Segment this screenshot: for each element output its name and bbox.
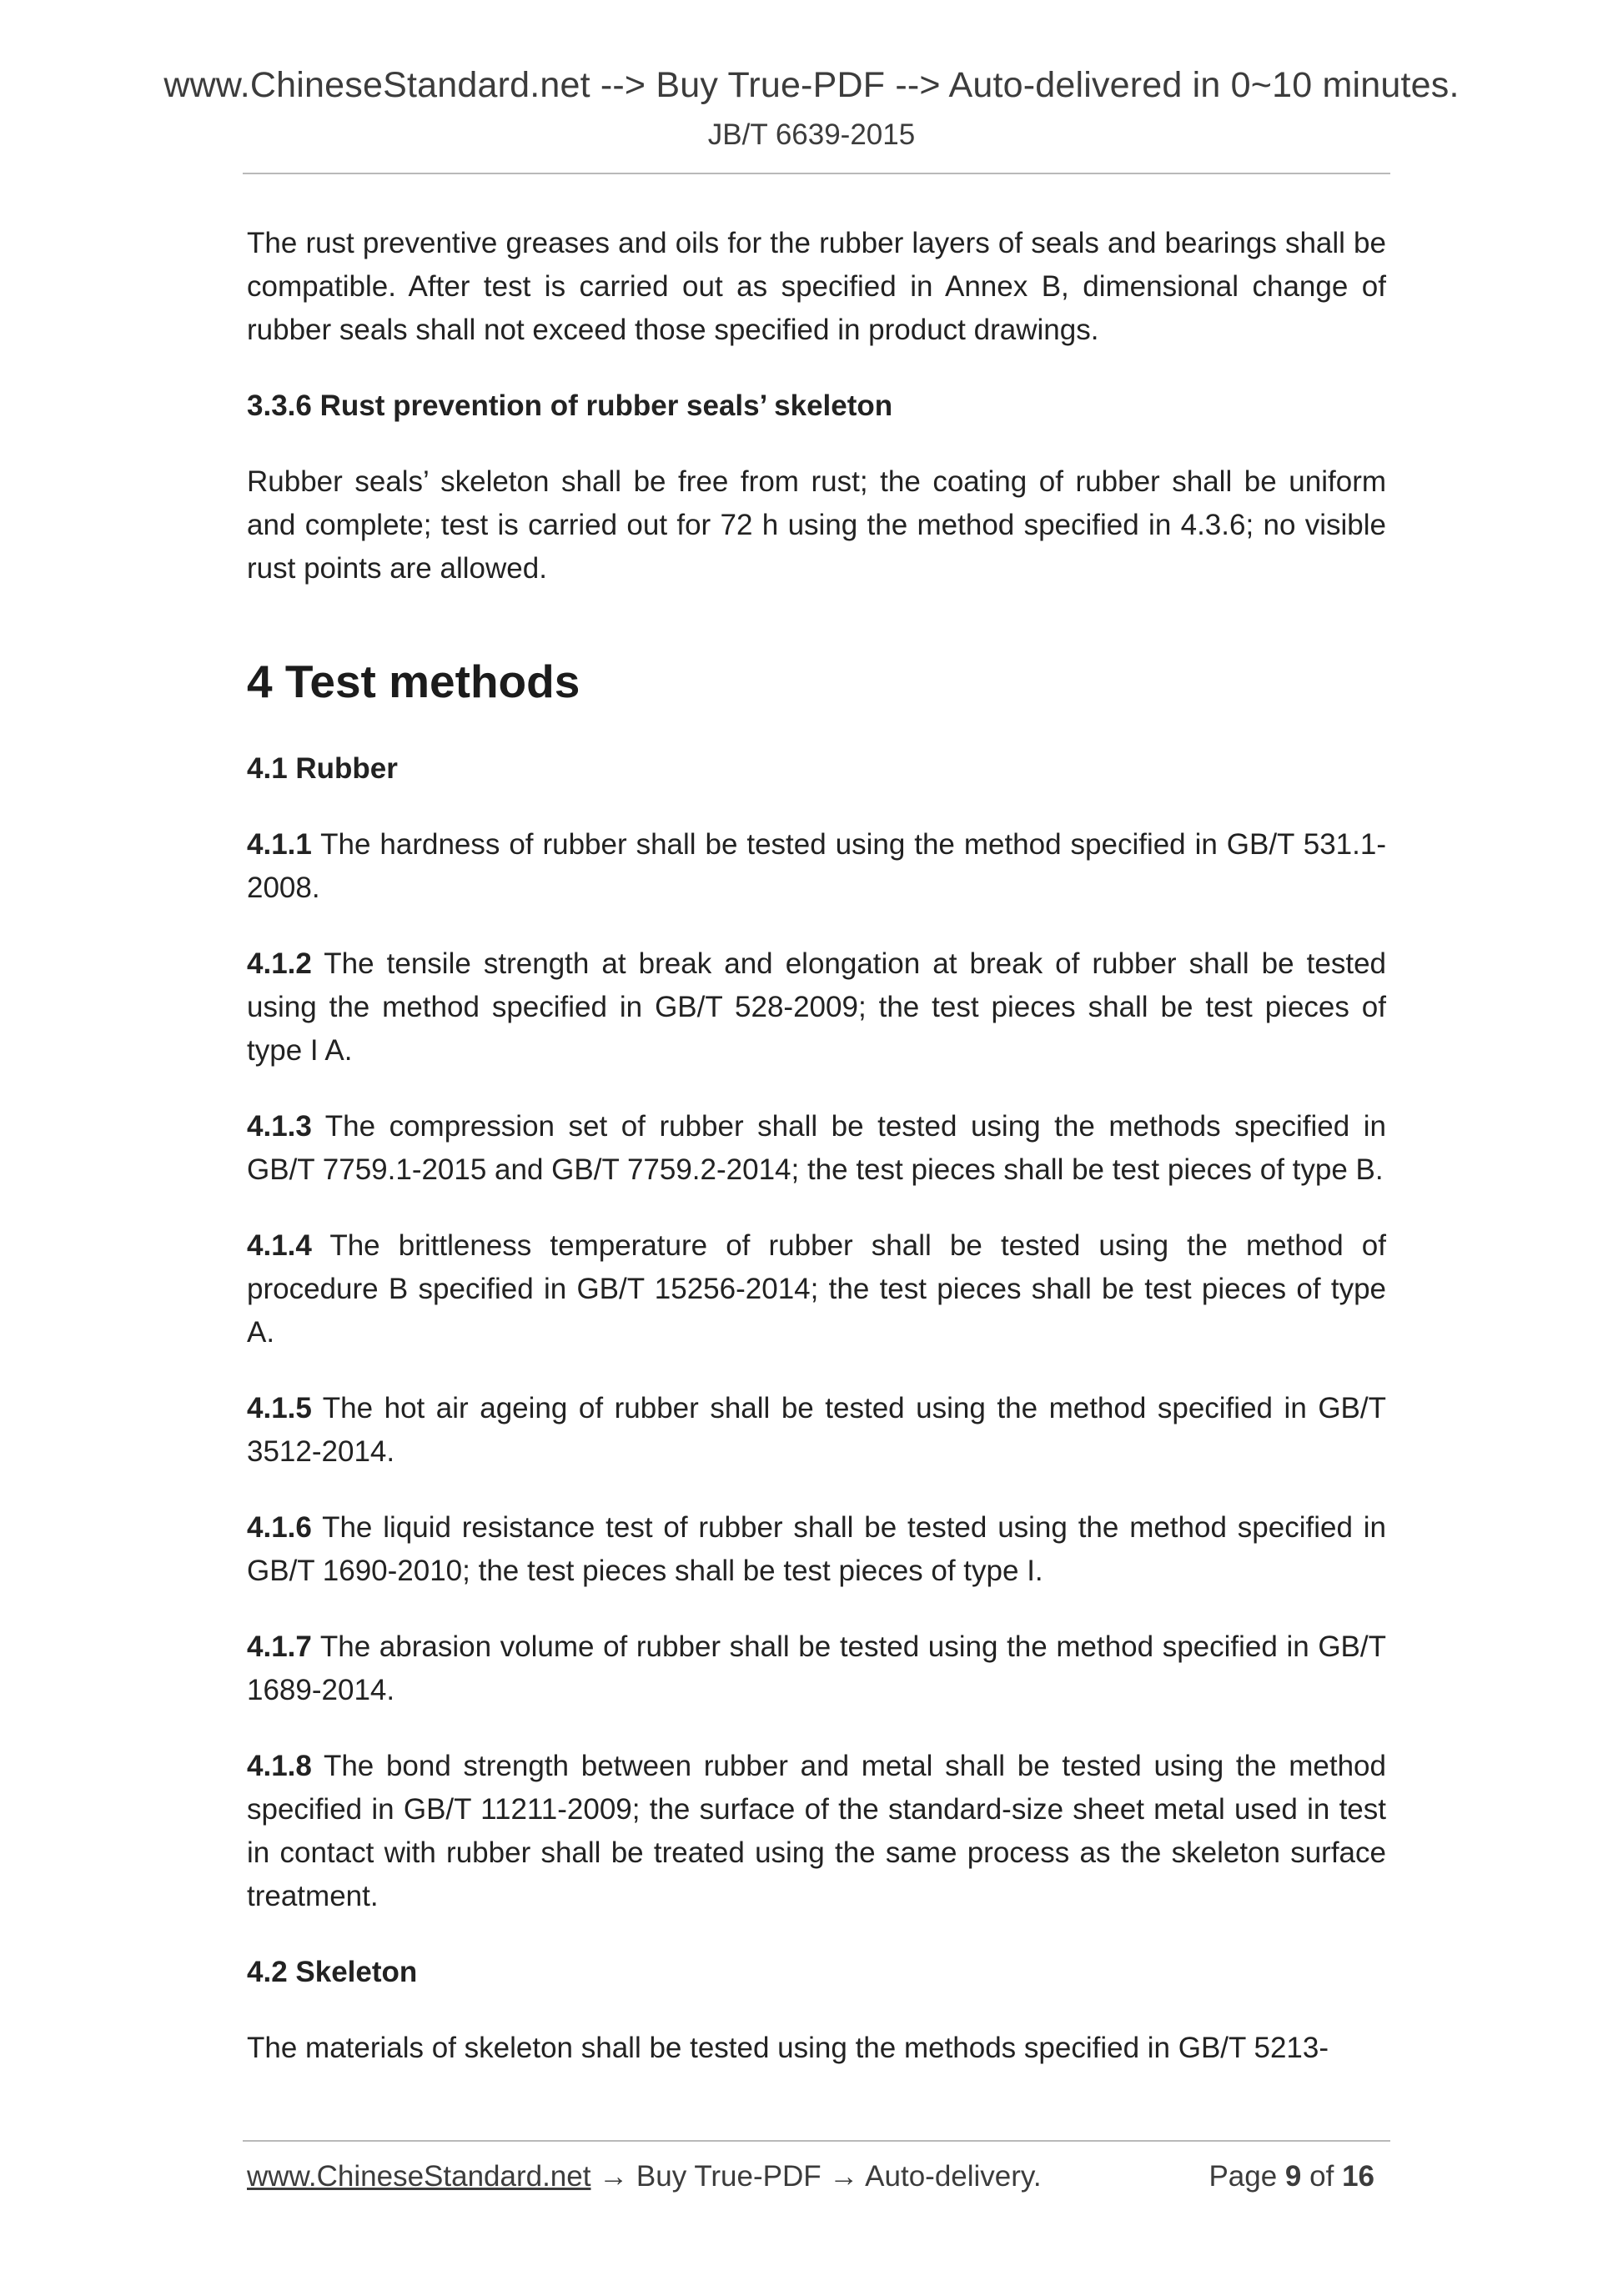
page-counter — [1208, 2160, 1374, 2193]
clause-4-1-3 — [247, 1105, 1386, 1192]
header-banner: www.ChineseStandard.net --> Buy True-PDF --> Auto-delivered in 0~10 minutes. — [163, 65, 1460, 105]
clause-text: The tensile strength at break and elongation at break of rubber shall be tested using the method specified in GB/T 528-2009; the test pieces shall be test pieces of type I A. — [247, 947, 1386, 1067]
clause-4-1-5 — [247, 1387, 1386, 1474]
clause-text: The abrasion volume of rubber shall be tested using the method specified in GB/T 1689-2014. — [247, 1630, 1386, 1706]
clause-number: 4.1.6 — [247, 1511, 312, 1544]
clause-4-1-1 — [247, 823, 1386, 910]
clause-number: 4.1.5 — [247, 1392, 312, 1424]
footer-divider — [243, 2140, 1390, 2142]
of-label: of — [1309, 2160, 1334, 2193]
paragraph-skeleton-rust: Rubber seals’ skeleton shall be free from rust; the coating of rubber shall be uniform and complete; test is carried out for 72 h using the method specified in 4.3.6; no visible rust points are allowed. — [247, 465, 1386, 585]
clause-number: 4.1.7 — [247, 1630, 312, 1663]
clause-text: The bond strength between rubber and metal shall be tested using the method specified in GB/T 11211-2009; the surface of the standard-size sheet metal used in test in contact with rubber shall be treated using the same process as the skeleton surface treatment. — [247, 1750, 1386, 1912]
heading-4-1: 4.1 Rubber — [247, 752, 398, 785]
footer-promo-text: → Buy True-PDF → Auto-delivery. — [590, 2160, 1042, 2193]
clause-4-1-8 — [247, 1745, 1386, 1918]
clause-text: The brittleness temperature of rubber shall be tested using the method of procedure B specified in GB/T 15256-2014; the test pieces shall be test pieces of type A. — [247, 1229, 1386, 1349]
clause-number: 4.1.2 — [247, 947, 312, 980]
clause-text: The hardness of rubber shall be tested using the method specified in GB/T 531.1-2008. — [247, 828, 1386, 904]
standard-code: JB/T 6639-2015 — [707, 118, 916, 151]
page-footer — [247, 2160, 1386, 2202]
chapter-heading-test-methods: 4 Test methods — [247, 656, 580, 707]
clause-number: 4.1.4 — [247, 1229, 312, 1262]
clause-text: The compression set of rubber shall be tested using the methods specified in GB/T 7759.1-2015 and GB/T 7759.2-2014; the test pieces shall be test pieces of type B. — [247, 1110, 1386, 1186]
clause-number: 4.1.3 — [247, 1110, 312, 1143]
page-number: 9 — [1284, 2160, 1302, 2193]
header-divider — [243, 173, 1390, 174]
heading-4-2: 4.2 Skeleton — [247, 1956, 418, 1988]
clause-text: The liquid resistance test of rubber shall be tested using the method specified in GB/T 1690-2010; the test pieces shall be test pieces of type I. — [247, 1511, 1386, 1587]
footer-site-link[interactable]: www.ChineseStandard.net — [247, 2160, 591, 2193]
clause-number: 4.1.8 — [247, 1750, 312, 1782]
paragraph-compatibility: The rust preventive greases and oils for the rubber layers of seals and bearings shall be compatible. After test is carried out as specified in Annex B, dimensional change of rubber seals shall not exceed those specified in product drawings. — [247, 227, 1386, 346]
page-label: Page — [1208, 2160, 1278, 2193]
document-body — [247, 222, 1386, 2103]
clause-number: 4.1.1 — [247, 828, 312, 861]
clause-4-1-4 — [247, 1224, 1386, 1354]
footer-promo — [247, 2160, 1042, 2193]
heading-3-3-6: 3.3.6 Rust prevention of rubber seals’ skeleton — [247, 389, 893, 422]
clause-4-1-2 — [247, 942, 1386, 1073]
clause-text: The hot air ageing of rubber shall be tested using the method specified in GB/T 3512-2014. — [247, 1392, 1386, 1468]
paragraph-skeleton-materials: The materials of skeleton shall be tested using the methods specified in GB/T 5213- — [247, 2032, 1329, 2064]
clause-4-1-6 — [247, 1506, 1386, 1593]
clause-4-1-7 — [247, 1625, 1386, 1712]
page-total: 16 — [1342, 2160, 1374, 2193]
